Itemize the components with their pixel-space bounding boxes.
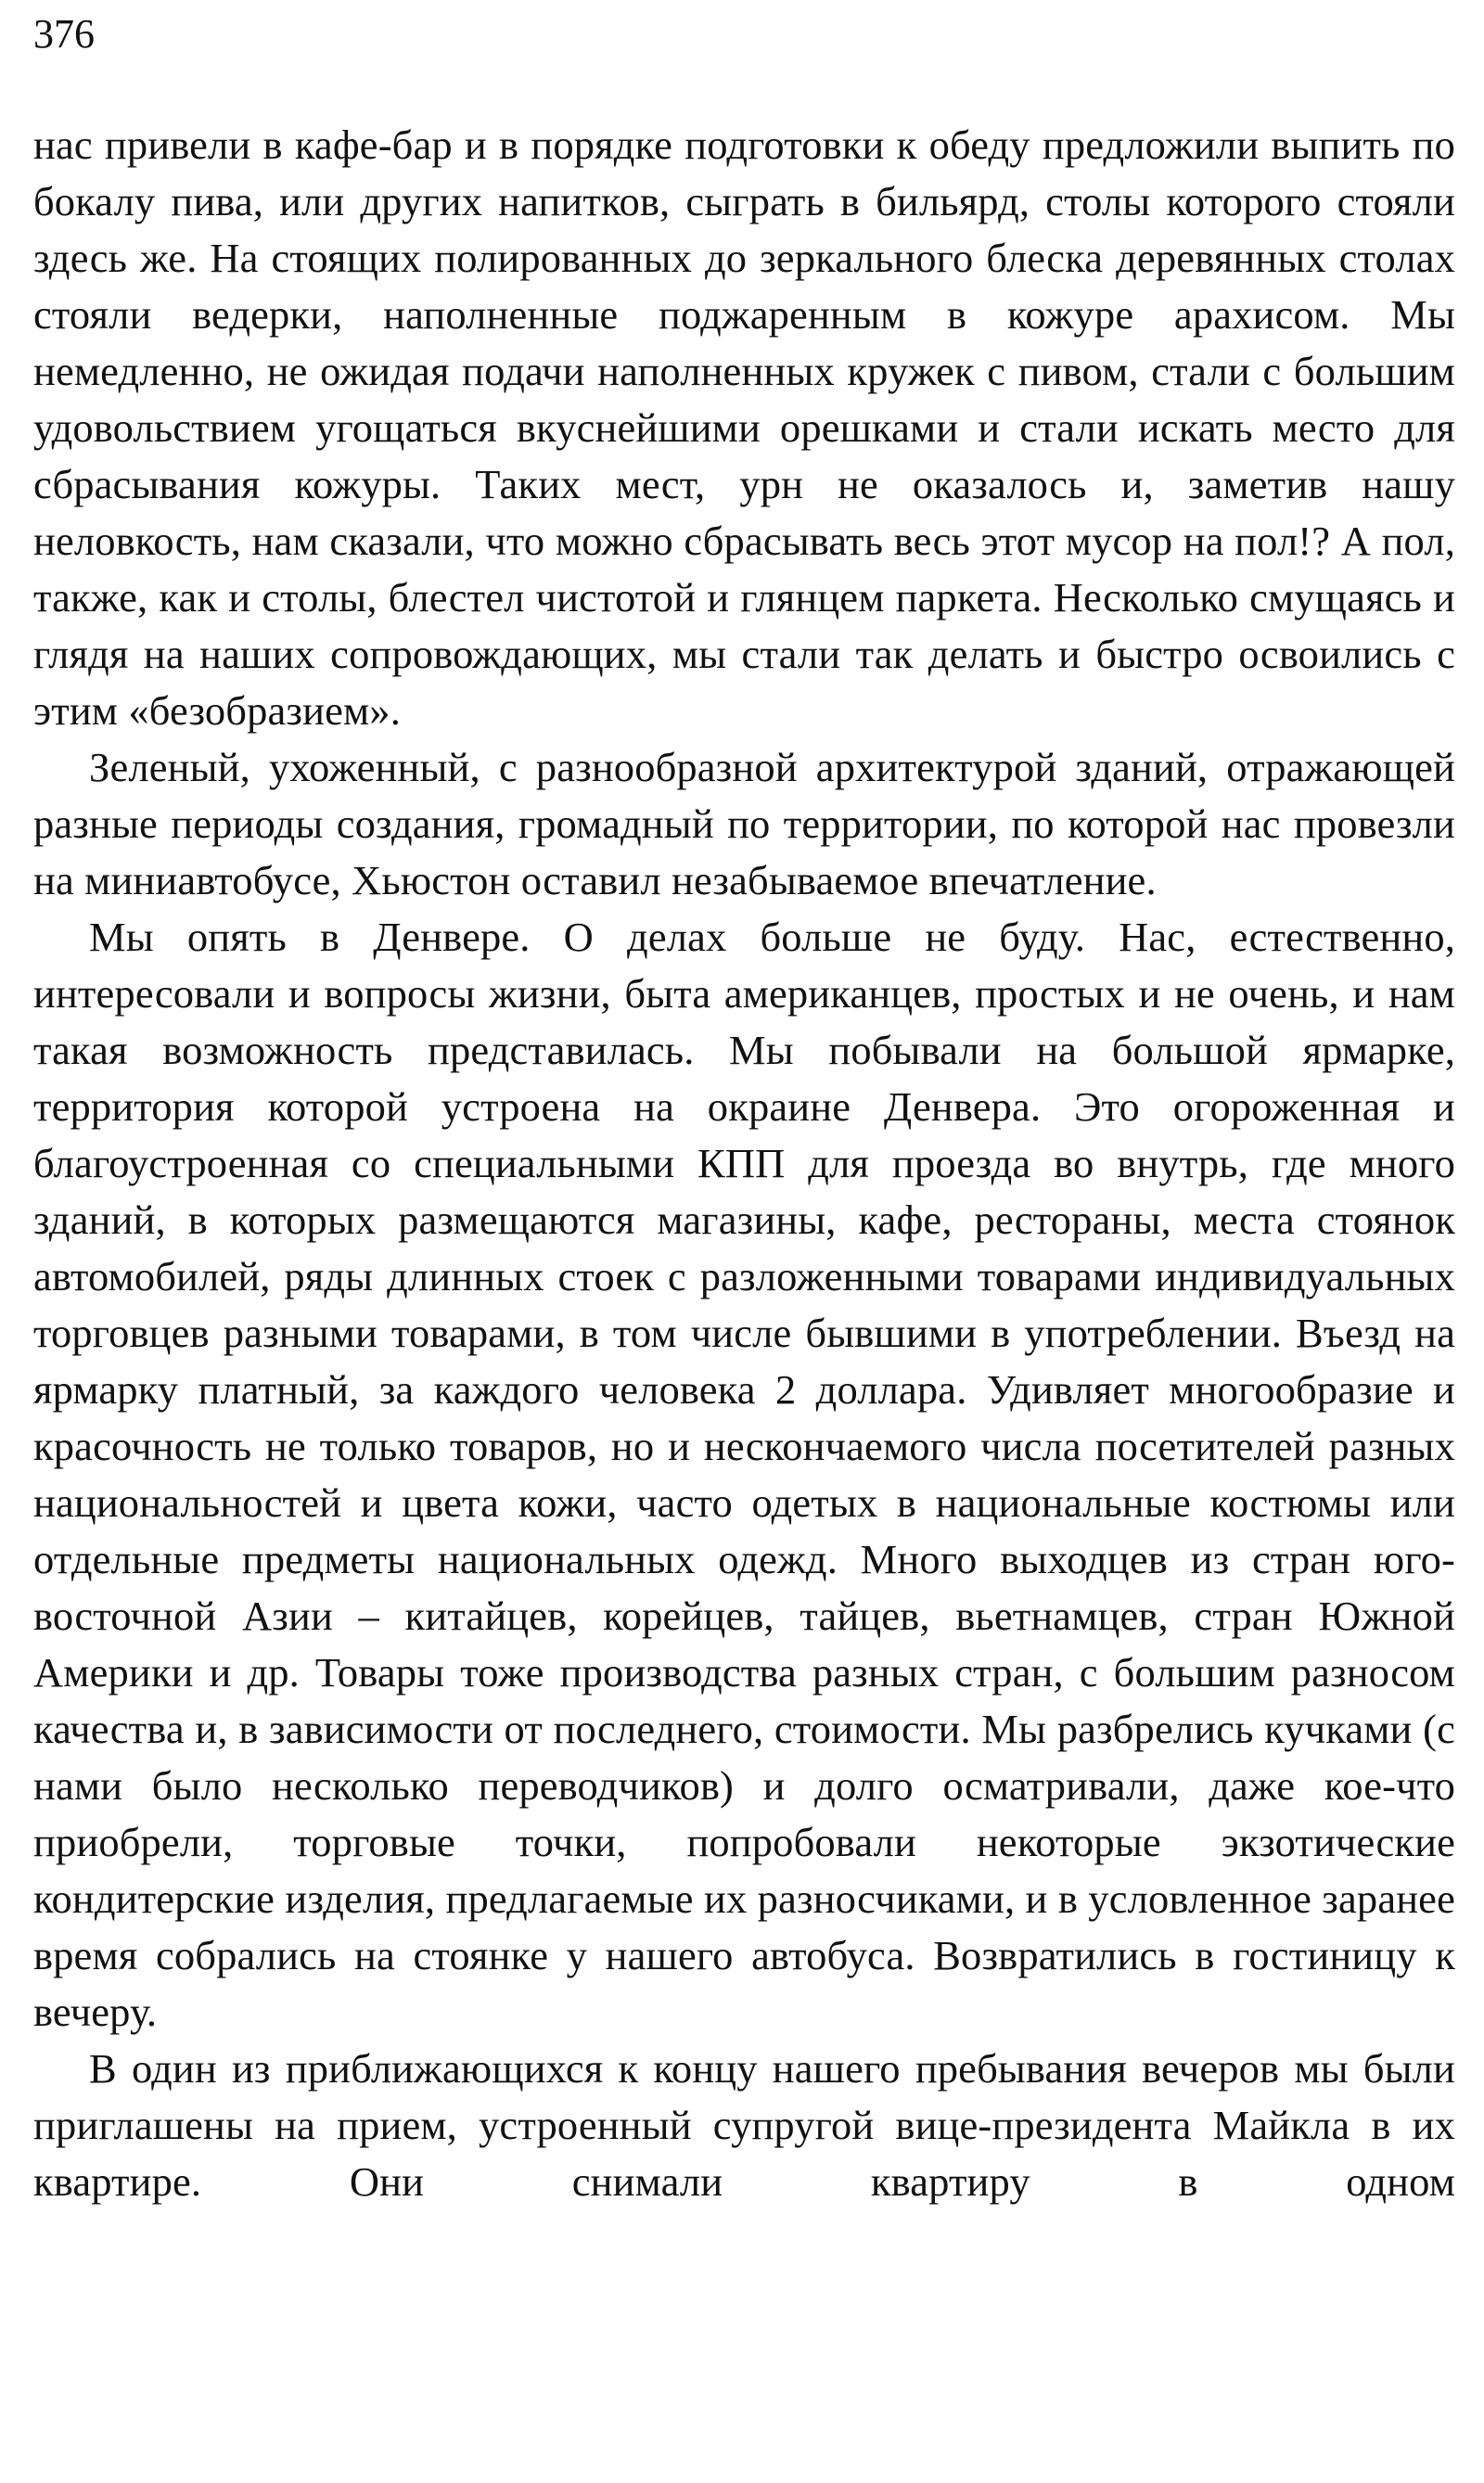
paragraph-3: Мы опять в Денвере. О делах больше не буду. Нас, естественно, интересовали и вопросы жизни, быта американцев, простых и не очень, и нам такая возможность представилась. Мы побывали на большой ярмарке, территория которой устроена на окраине Денвера. Это огороженная и благоустроенная со специальными КПП для проезда во внутрь, где много зданий, в которых размещаются магазины, кафе, рестораны, места стоянок автомобилей, ряды длинных стоек с разложенными товарами индивидуальных торговцев разными товарами, в том числе бывшими в употреблении. Въезд на ярмарку платный, за каждого человека 2 доллара. Удивляет многообразие и красочность не только товаров, но и нескончаемого числа посетителей разных национальностей и цвета кожи, часто одетых в национальные костюмы или отдельные предметы национальных одежд. Много выходцев из стран юго-восточной Азии – китайцев, корейцев, тайцев, вьетнамцев, стран Южной Америки и др. Товары тоже производства разных стран, с большим разносом качества и, в зависимости от последнего, стоимости. Мы разбрелись кучками (с нами было несколько переводчиков) и долго осматривали, даже кое-что приобрели, торговые точки, попробовали некоторые экзотические кондитерские изделия, предлагаемые их разносчиками, и в условленное заранее время собрались на стоянке у нашего автобуса. Возвратились в гостиницу к вечеру. [33, 914, 1455, 2035]
page-number: 376 [33, 11, 95, 57]
body-text [33, 117, 1455, 2210]
paragraph-4: В один из приближающихся к концу нашего пребывания вечеров мы были приглашены на прием, устроенный супругой вице-президента Майкла в их квартире. Они снимали квартиру в одном [33, 2045, 1455, 2205]
paragraph-1: нас привели в кафе-бар и в порядке подготовки к обеду предложили выпить по бокалу пива, или других напитков, сыграть в бильярд, столы которого стояли здесь же. На стоящих полированных до зеркального блеска деревянных столах стояли ведерки, наполненные поджаренным в кожуре арахисом. Мы немедленно, не ожидая подачи наполненных кружек с пивом, стали с большим удовольствием угощаться вкуснейшими орешками и стали искать место для сбрасывания кожуры. Таких мест, урн не оказалось и, заметив нашу неловкость, нам сказали, что можно сбрасывать весь этот мусор на пол!? А пол, также, как и столы, блестел чистотой и глянцем паркета. Несколько смущаясь и глядя на наших сопровождающих, мы стали так делать и быстро освоились с этим «безобразием». [33, 122, 1455, 734]
paragraph-2: Зеленый, ухоженный, с разнообразной архитектурой зданий, отражающей разные периоды создания, громадный по территории, по которой нас провезли на миниавтобусе, Хьюстон оставил незабываемое впечатление. [33, 744, 1455, 903]
